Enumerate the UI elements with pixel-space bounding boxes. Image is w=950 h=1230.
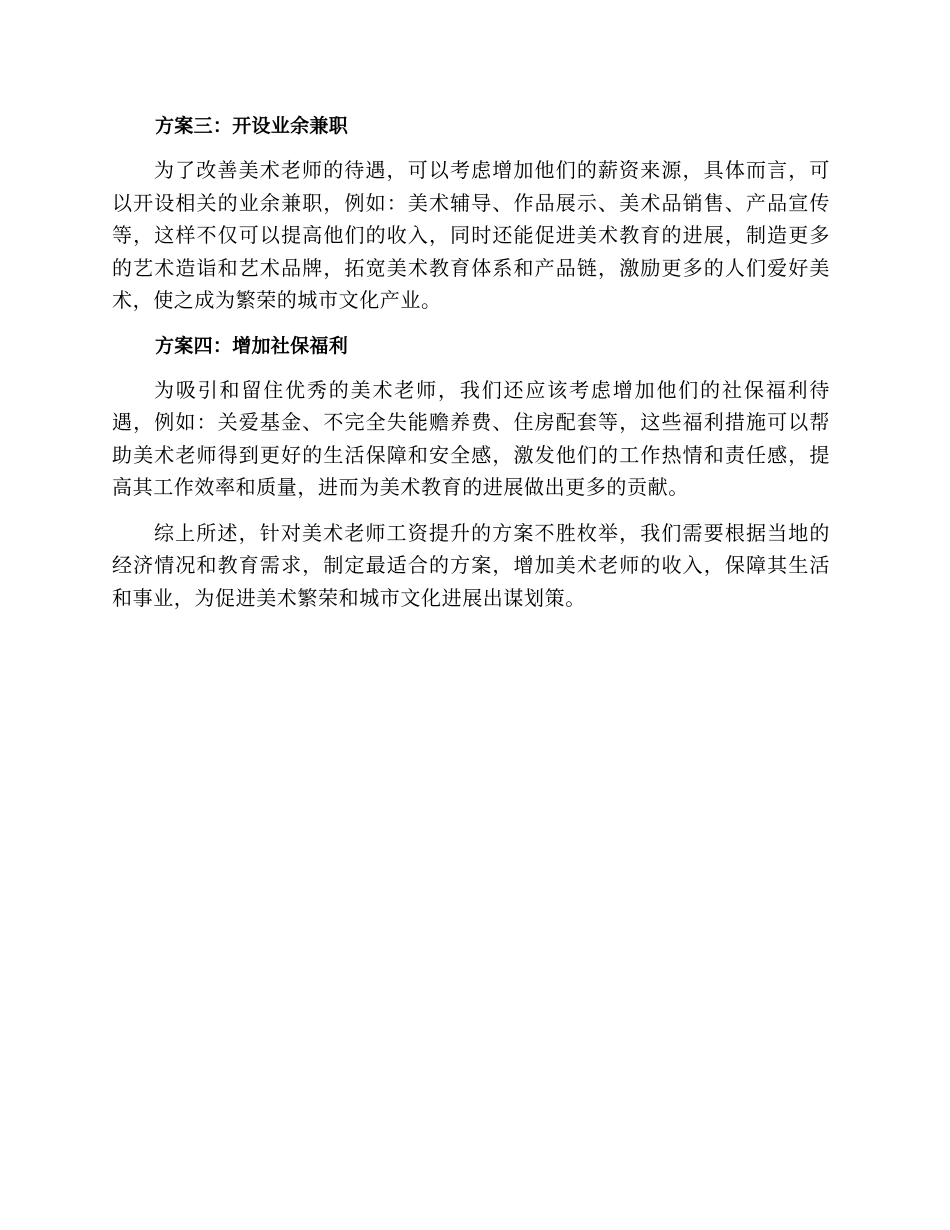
section-paragraph-plan-4: 为吸引和留住优秀的美术老师，我们还应该考虑增加他们的社保福利待遇，例如：关爱基金、不完全失能赡养费、住房配套等，这些福利措施可以帮助美术老师得到更好的生活保障和安全感，激发他们的工作热情和责任感，提高其工作效率和质量，进而为美术教育的进展做出更多的贡献。 — [112, 377, 830, 499]
section-heading-plan-3: 方案三：开设业余兼职 — [155, 115, 349, 137]
section-paragraph-plan-3: 为了改善美术老师的待遇，可以考虑增加他们的薪资来源，具体而言，可以开设相关的业余兼职，例如：美术辅导、作品展示、美术品销售、产品宣传等，这样不仅可以提高他们的收入，同时还能促进美术教育的进展，制造更多的艺术造诣和艺术品牌，拓宽美术教育体系和产品链，激励更多的人们爱好美术，使之成为繁荣的城市文化产业。 — [112, 158, 830, 312]
section-heading-plan-4: 方案四：增加社保福利 — [155, 334, 349, 357]
conclusion-paragraph: 综上所述，针对美术老师工资提升的方案不胜枚举，我们需要根据当地的经济情况和教育需求，制定最适合的方案，增加美术老师的收入，保障其生活和事业，为促进美术繁荣和城市文化进展出谋划策。 — [112, 520, 830, 610]
document-body — [112, 110, 830, 614]
